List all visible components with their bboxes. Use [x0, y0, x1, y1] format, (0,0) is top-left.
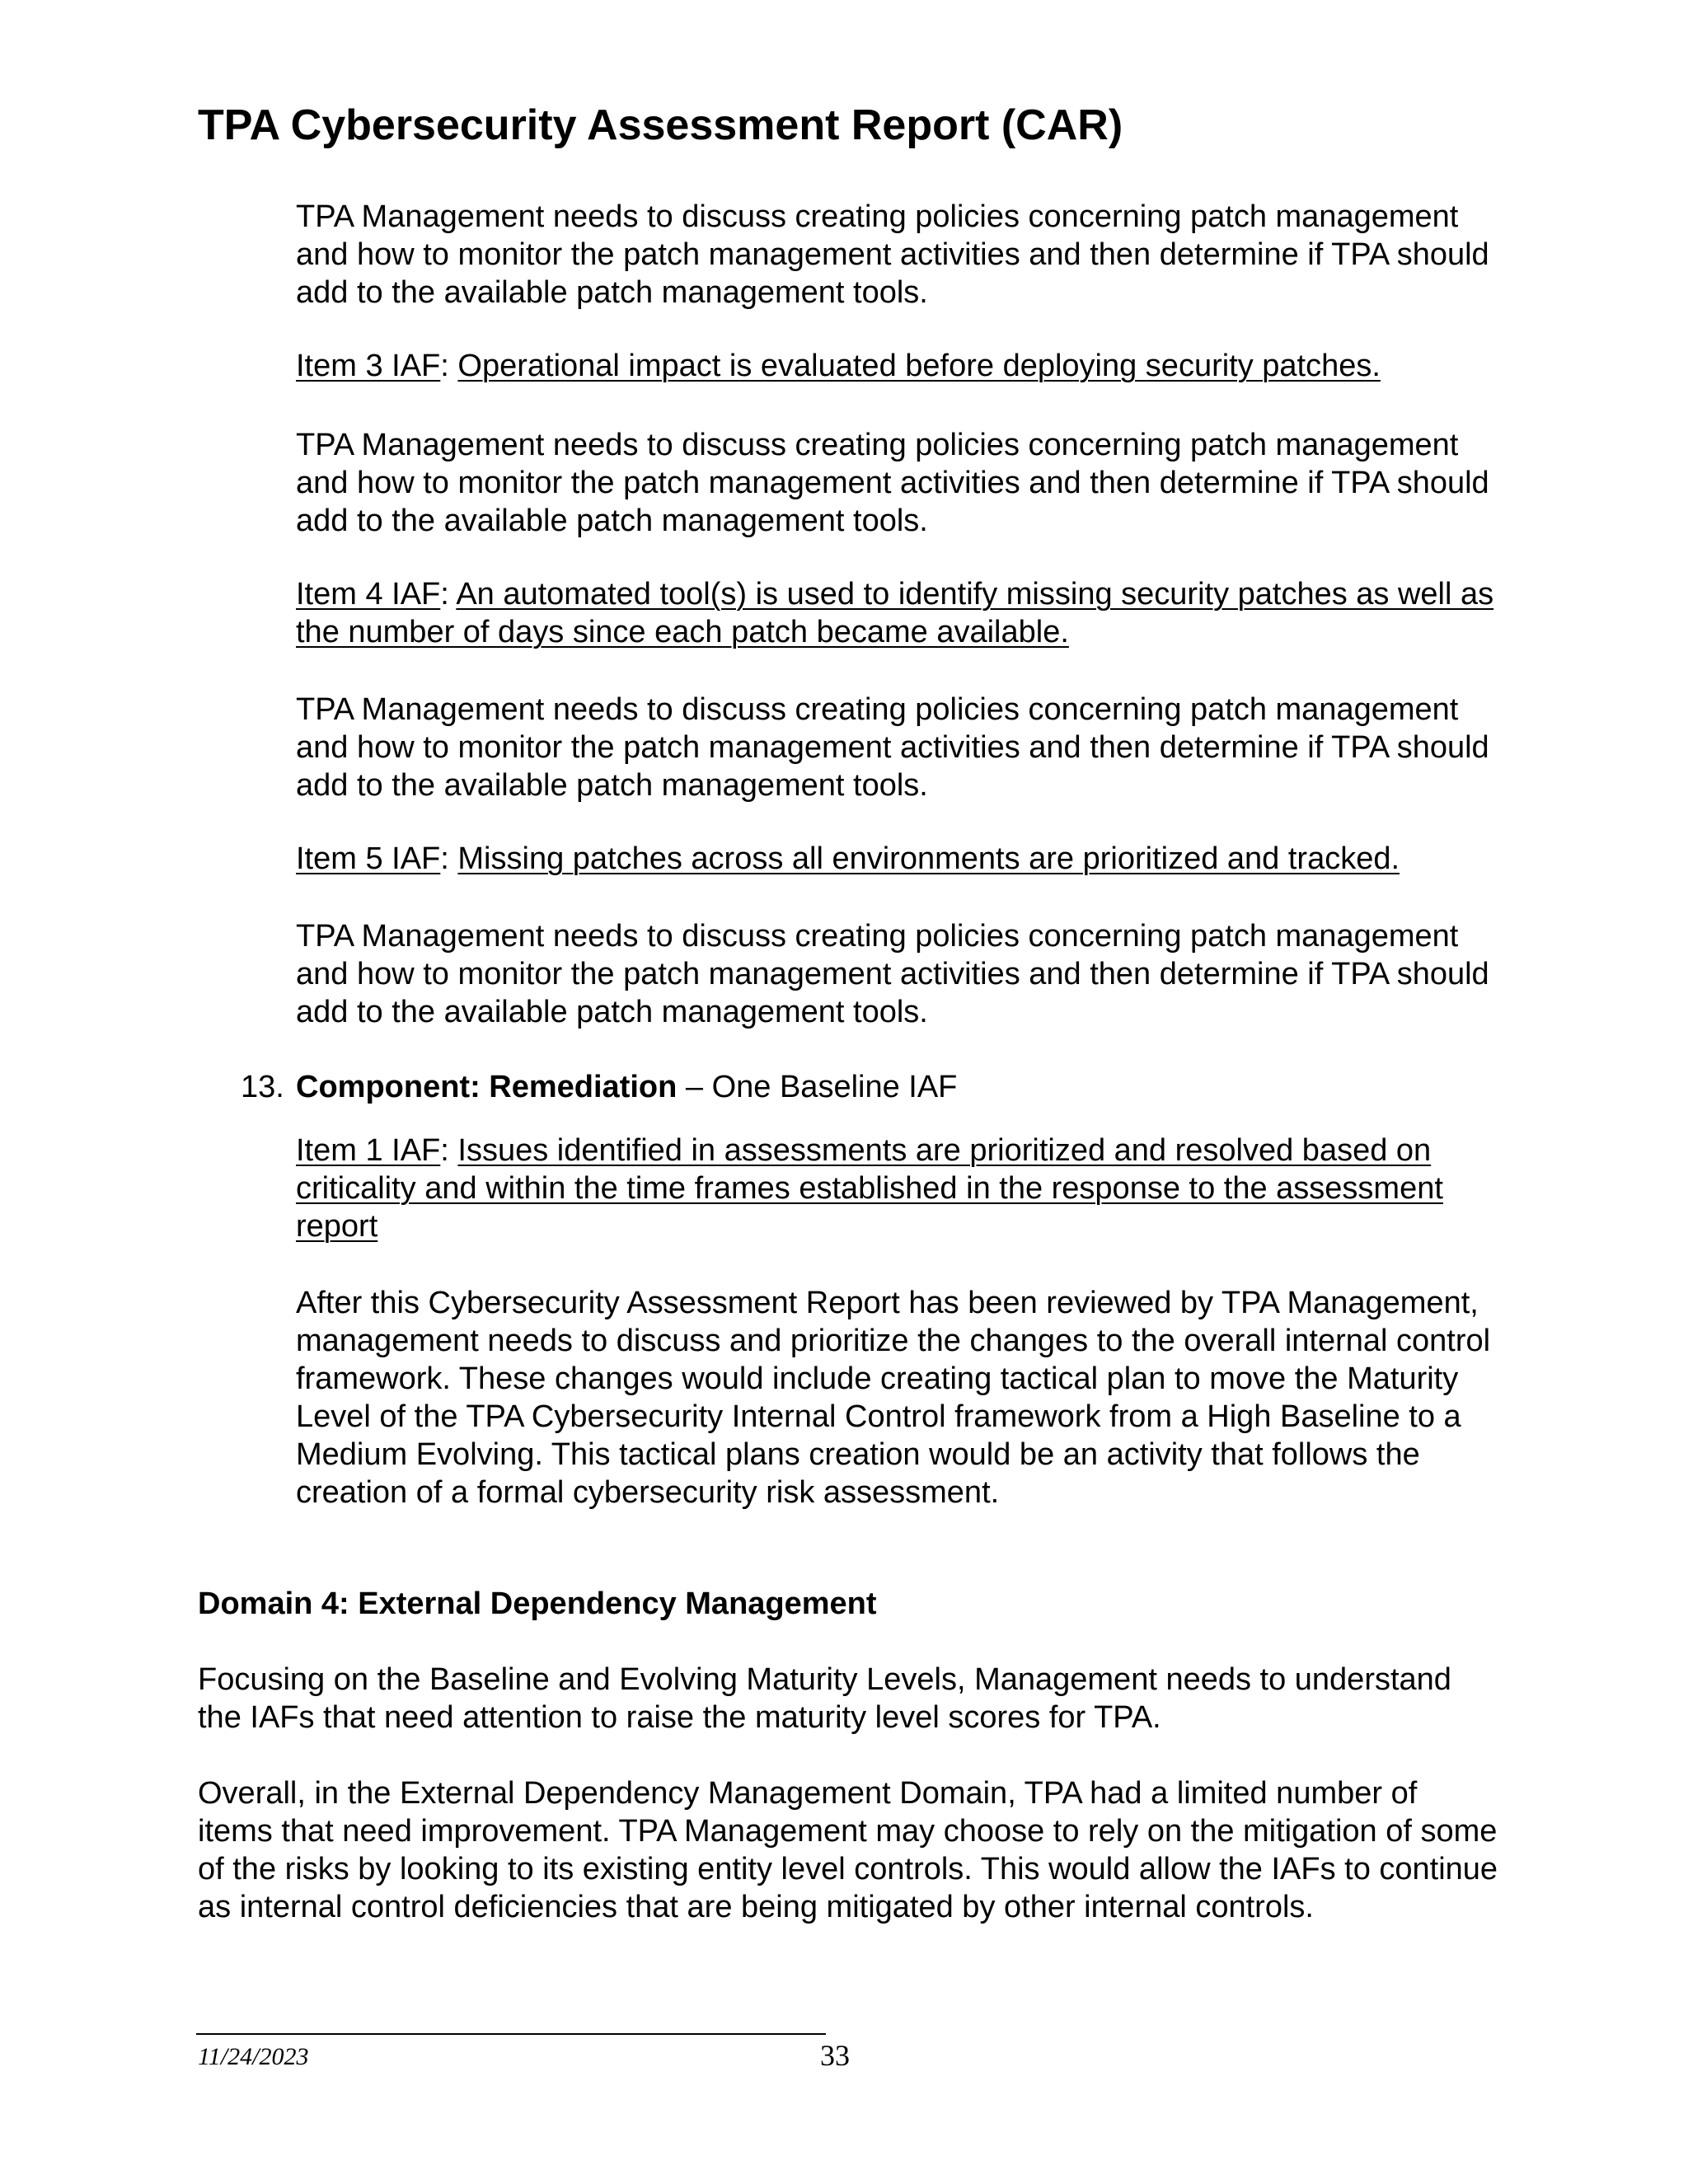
patch-paragraph-3: TPA Management needs to discuss creating policies concerning patch management and how to monitor the patch management activities and then determine if TPA should add to the available patch management tools.	[296, 692, 1489, 803]
domain-4-paragraph-2: Overall, in the External Dependency Management Domain, TPA had a limited number of items that need improvement. TPA Management may choose to rely on the mitigation of some of the risks by looking to its existing entity level controls. This would allow the IAFs to continue as internal control deficiencies that are being mitigated by other internal controls.	[198, 1776, 1498, 1924]
item-1-text: Issues identified in assessments are prioritized and resolved based on criticality and within the time frames established in the response to the assessment report	[296, 1133, 1443, 1244]
item-1-label: Item 1 IAF	[296, 1133, 441, 1168]
page-title: TPA Cybersecurity Assessment Report (CAR)	[198, 101, 1123, 149]
item-4-separator: :	[440, 577, 457, 612]
component-13-subtitle: – One Baseline IAF	[677, 1070, 958, 1104]
patch-paragraph-1: TPA Management needs to discuss creating policies concerning patch management and how to monitor the patch management activities and then determine if TPA should add to the available patch management tools.	[296, 199, 1489, 310]
footer-date: 11/24/2023	[198, 2043, 309, 2070]
component-13-heading	[296, 1068, 1499, 1106]
item-5-separator: :	[440, 841, 458, 876]
domain-4-paragraph-1: Focusing on the Baseline and Evolving Maturity Levels, Management needs to understand the IAFs that need attention to raise the maturity level scores for TPA.	[198, 1662, 1451, 1735]
patch-paragraph-2: TPA Management needs to discuss creating policies concerning patch management and how to monitor the patch management activities and then determine if TPA should add to the available patch management tools.	[296, 428, 1489, 538]
item-3-label: Item 3 IAF	[296, 349, 441, 383]
component-13-title: Component: Remediation	[296, 1070, 678, 1104]
page-number: 33	[820, 2039, 850, 2072]
domain-4-heading: Domain 4: External Dependency Management	[198, 1586, 877, 1621]
footer-divider	[196, 2033, 826, 2035]
item-4-text: An automated tool(s) is used to identify missing security patches as well as the number of days since each patch became available.	[296, 577, 1494, 649]
item-3-iaf	[296, 347, 1499, 385]
item-3-separator: :	[440, 349, 458, 383]
item-3-text: Operational impact is evaluated before deploying security patches.	[457, 349, 1381, 383]
patch-paragraph-4: TPA Management needs to discuss creating policies concerning patch management and how to monitor the patch management activities and then determine if TPA should add to the available patch management tools.	[296, 919, 1489, 1029]
list-number-13: 13.	[241, 1070, 284, 1104]
item-1-separator: :	[440, 1133, 458, 1168]
item-4-iaf	[296, 575, 1499, 651]
item-5-text: Missing patches across all environments are prioritized and tracked.	[457, 841, 1400, 876]
item-4-label: Item 4 IAF	[296, 577, 441, 612]
item-5-label: Item 5 IAF	[296, 841, 441, 876]
remediation-paragraph: After this Cybersecurity Assessment Report has been reviewed by TPA Management, management needs to discuss and prioritize the changes to the overall internal control framework. These changes would include creating tactical plan to move the Maturity Level of the TPA Cybersecurity Internal Control framework from a High Baseline to a Medium Evolving. This tactical plans creation would be an activity that follows the creation of a formal cybersecurity risk assessment.	[296, 1286, 1491, 1510]
item-1-iaf	[296, 1132, 1499, 1245]
item-5-iaf	[296, 840, 1499, 878]
